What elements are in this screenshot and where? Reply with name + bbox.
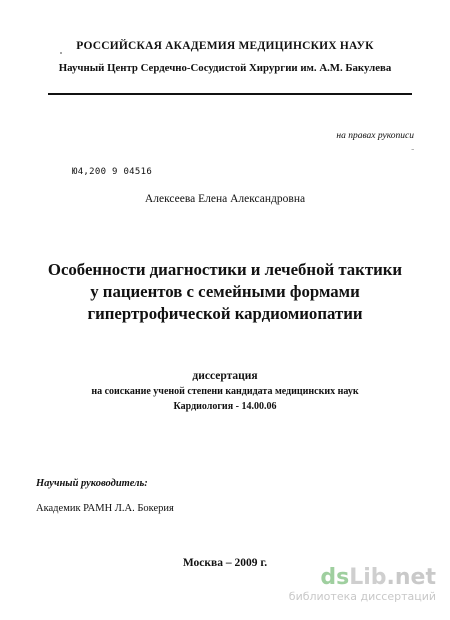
scan-speck [60,52,62,54]
city-year: Москва – 2009 г. [182,557,268,569]
watermark-logo: dsLib.net [320,565,436,590]
degree-statement: на соискание ученой степени кандидата медицинских наук [91,386,359,397]
watermark [256,566,436,604]
advisor-label: Научный руководитель: [36,478,148,489]
specialty-code: Кардиология - 14.00.06 [173,401,277,412]
research-center-name: Научный Центр Сердечно-Сосудистой Хирургии им. А.М. Бакулева [58,62,392,74]
watermark-subtitle: библиотека диссертаций [288,590,436,603]
document-type: диссертация [192,370,258,382]
dissertation-title [20,259,430,325]
advisor-name: Академик РАМН Л.А. Бокерия [36,503,174,514]
archive-number: Ю4,200 9 04516 [72,167,153,177]
scan-mark: ˉ [411,147,414,156]
manuscript-rights-note: на правах рукописи [336,131,414,141]
header-divider [48,93,412,95]
academy-name: РОССИЙСКАЯ АКАДЕМИЯ МЕДИЦИНСКИХ НАУК [76,40,374,52]
author-name: Алексеева Елена Александровна [144,193,306,205]
title-line: у пациентов с семейными формами [90,282,360,301]
title-line: гипертрофической кардиомиопатии [87,304,363,323]
title-line: Особенности диагностики и лечебной тактики [47,260,403,279]
